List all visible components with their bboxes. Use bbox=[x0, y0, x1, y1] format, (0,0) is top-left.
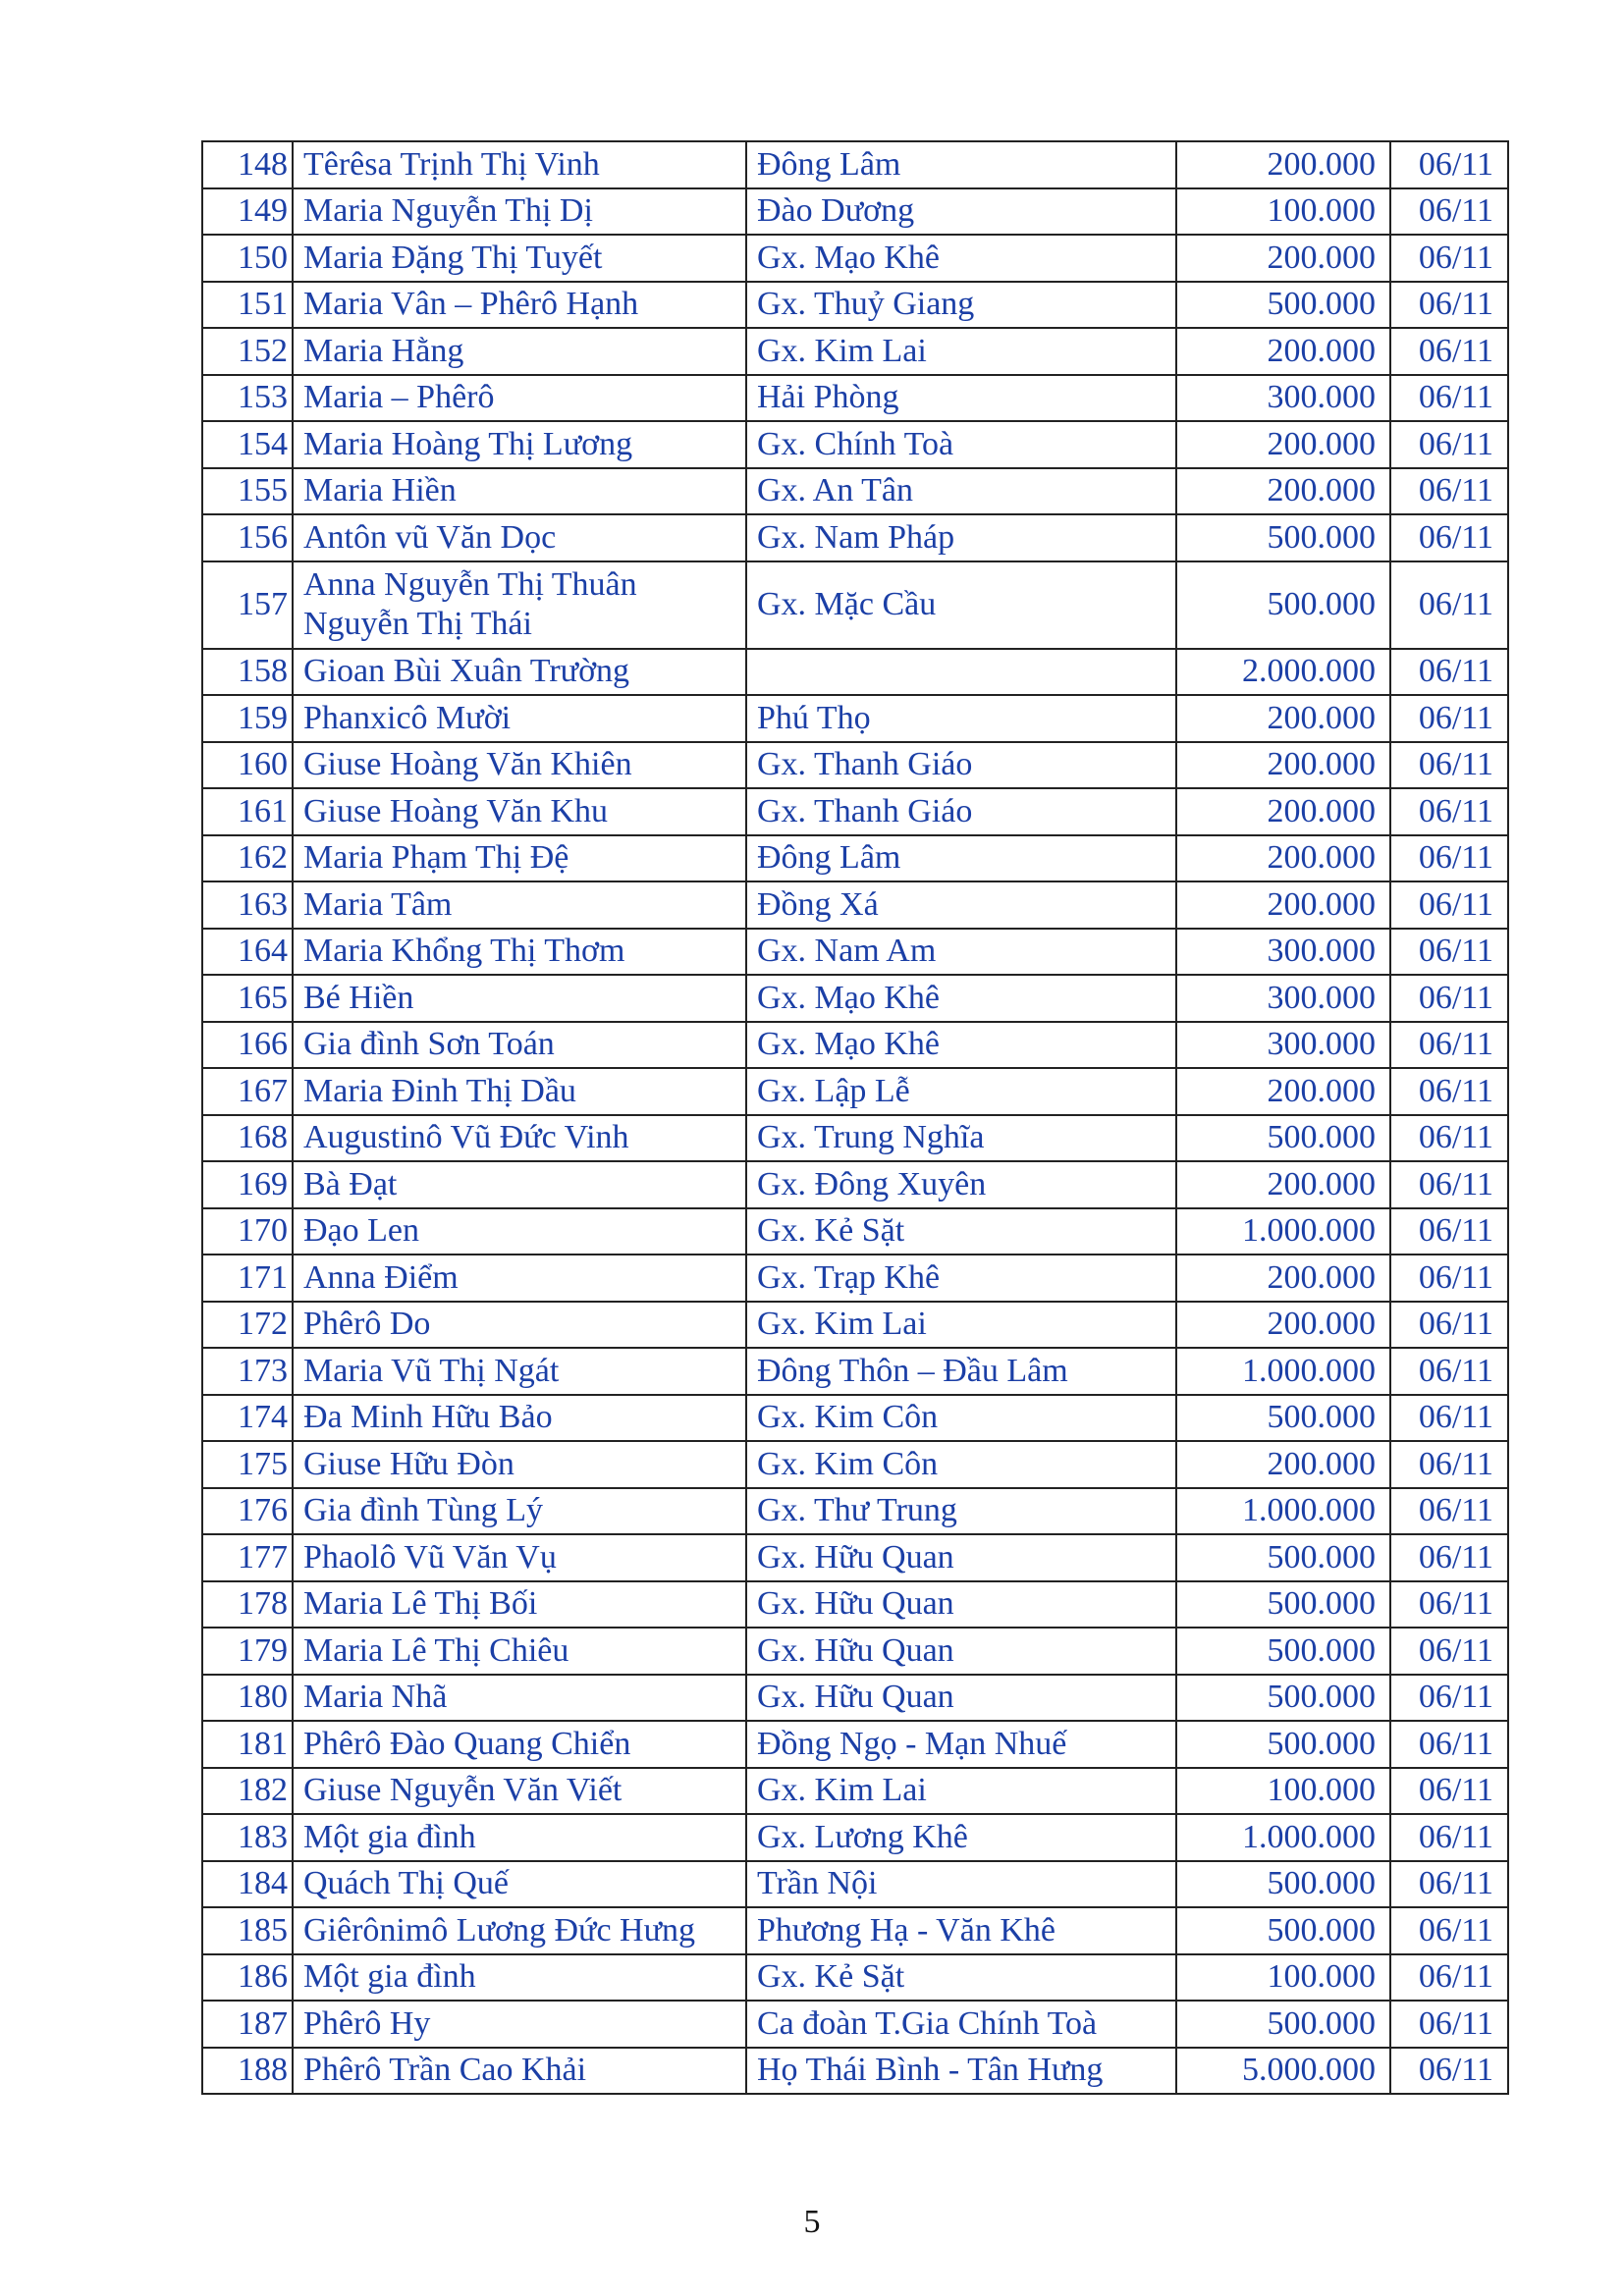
donor-name-line: Phêrô Trần Cao Khải bbox=[303, 2052, 587, 2089]
parish-cell: Gx. Trạp Khê bbox=[746, 1255, 1176, 1302]
date-cell: 06/11 bbox=[1390, 1115, 1508, 1162]
table-row bbox=[202, 695, 1508, 742]
amount-cell: 200.000 bbox=[1176, 235, 1390, 282]
donor-name-line: Phêrô Đào Quang Chiển bbox=[303, 1725, 631, 1762]
row-number-cell: 173 bbox=[202, 1348, 293, 1395]
date-cell: 06/11 bbox=[1390, 561, 1508, 649]
amount-cell: 500.000 bbox=[1176, 1115, 1390, 1162]
row-number-cell: 153 bbox=[202, 375, 293, 422]
donation-table bbox=[201, 140, 1509, 2095]
table-row bbox=[202, 1675, 1508, 1722]
donor-name-cell bbox=[293, 1628, 746, 1675]
parish-cell: Trần Nội bbox=[746, 1861, 1176, 1908]
row-number-cell: 170 bbox=[202, 1208, 293, 1255]
parish-cell: Gx. Kim Lai bbox=[746, 1768, 1176, 1815]
table-row bbox=[202, 1161, 1508, 1208]
donor-name-cell bbox=[293, 328, 746, 375]
table-row bbox=[202, 328, 1508, 375]
row-number-cell: 185 bbox=[202, 1907, 293, 1954]
table-row bbox=[202, 375, 1508, 422]
donor-name-cell bbox=[293, 1534, 746, 1581]
donor-name-line: Maria Đặng Thị Tuyết bbox=[303, 239, 603, 276]
date-cell: 06/11 bbox=[1390, 1348, 1508, 1395]
amount-cell: 1.000.000 bbox=[1176, 1208, 1390, 1255]
donor-name-line: Đa Minh Hữu Bảo bbox=[303, 1399, 553, 1436]
amount-cell: 200.000 bbox=[1176, 835, 1390, 882]
parish-cell: Gx. An Tân bbox=[746, 468, 1176, 515]
donor-name-line: Maria Đinh Thị Dầu bbox=[303, 1072, 576, 1109]
parish-cell: Phương Hạ - Văn Khê bbox=[746, 1907, 1176, 1954]
donation-table-body bbox=[202, 141, 1508, 2094]
donor-name-line: Gia đình Sơn Toán bbox=[303, 1026, 555, 1063]
date-cell: 06/11 bbox=[1390, 788, 1508, 835]
donor-name-cell bbox=[293, 788, 746, 835]
amount-cell: 200.000 bbox=[1176, 1068, 1390, 1115]
amount-cell: 2.000.000 bbox=[1176, 649, 1390, 696]
donor-name-cell bbox=[293, 1954, 746, 2002]
donor-name-cell bbox=[293, 929, 746, 976]
donor-name-cell bbox=[293, 1768, 746, 1815]
table-row bbox=[202, 1208, 1508, 1255]
parish-cell: Gx. Hữu Quan bbox=[746, 1581, 1176, 1629]
donor-name-line: Maria Nguyễn Thị Dị bbox=[303, 192, 593, 230]
date-cell: 06/11 bbox=[1390, 468, 1508, 515]
date-cell: 06/11 bbox=[1390, 514, 1508, 561]
donor-name-line: Maria Phạm Thị Đệ bbox=[303, 839, 569, 877]
row-number-cell: 166 bbox=[202, 1022, 293, 1069]
donor-name-line: Maria Hằng bbox=[303, 332, 464, 369]
donor-name-line: Giuse Hoàng Văn Khiên bbox=[303, 746, 632, 783]
donor-name-cell bbox=[293, 695, 746, 742]
row-number-cell: 182 bbox=[202, 1768, 293, 1815]
donor-name-cell bbox=[293, 141, 746, 188]
amount-cell: 500.000 bbox=[1176, 1675, 1390, 1722]
table-row bbox=[202, 561, 1508, 649]
table-row bbox=[202, 1581, 1508, 1629]
parish-cell: Đông Lâm bbox=[746, 141, 1176, 188]
parish-cell: Gx. Kim Côn bbox=[746, 1395, 1176, 1442]
donor-name-line: Nguyễn Thị Thái bbox=[303, 606, 532, 642]
parish-cell: Gx. Hữu Quan bbox=[746, 1628, 1176, 1675]
amount-cell: 300.000 bbox=[1176, 975, 1390, 1022]
amount-cell: 200.000 bbox=[1176, 742, 1390, 789]
donor-name-cell bbox=[293, 468, 746, 515]
parish-cell: Hải Phòng bbox=[746, 375, 1176, 422]
donor-name-line: Một gia đình bbox=[303, 1818, 476, 1855]
amount-cell: 100.000 bbox=[1176, 188, 1390, 236]
parish-cell: Gx. Nam Pháp bbox=[746, 514, 1176, 561]
amount-cell: 300.000 bbox=[1176, 929, 1390, 976]
amount-cell: 200.000 bbox=[1176, 1302, 1390, 1349]
table-row bbox=[202, 835, 1508, 882]
donor-name-cell bbox=[293, 1395, 746, 1442]
parish-cell: Gx. Mặc Cầu bbox=[746, 561, 1176, 649]
table-row bbox=[202, 1441, 1508, 1488]
donor-name-line: Giuse Hữu Đòn bbox=[303, 1445, 514, 1482]
donor-name-cell bbox=[293, 1161, 746, 1208]
date-cell: 06/11 bbox=[1390, 375, 1508, 422]
date-cell: 06/11 bbox=[1390, 235, 1508, 282]
table-row bbox=[202, 421, 1508, 468]
parish-cell: Gx. Kẻ Sặt bbox=[746, 1954, 1176, 2002]
parish-cell: Phú Thọ bbox=[746, 695, 1176, 742]
date-cell: 06/11 bbox=[1390, 1721, 1508, 1768]
donor-name-cell bbox=[293, 375, 746, 422]
donor-name-cell bbox=[293, 1255, 746, 1302]
parish-cell: Gx. Thư Trung bbox=[746, 1488, 1176, 1535]
row-number-cell: 151 bbox=[202, 282, 293, 329]
amount-cell: 500.000 bbox=[1176, 561, 1390, 649]
date-cell: 06/11 bbox=[1390, 2001, 1508, 2048]
amount-cell: 200.000 bbox=[1176, 1161, 1390, 1208]
parish-cell: Gx. Chính Toà bbox=[746, 421, 1176, 468]
date-cell: 06/11 bbox=[1390, 649, 1508, 696]
donor-name-cell bbox=[293, 1022, 746, 1069]
row-number-cell: 159 bbox=[202, 695, 293, 742]
donor-name-line: Maria Khổng Thị Thơm bbox=[303, 933, 625, 970]
table-row bbox=[202, 282, 1508, 329]
date-cell: 06/11 bbox=[1390, 695, 1508, 742]
date-cell: 06/11 bbox=[1390, 1907, 1508, 1954]
parish-cell: Gx. Thanh Giáo bbox=[746, 788, 1176, 835]
table-row bbox=[202, 1768, 1508, 1815]
row-number-cell: 149 bbox=[202, 188, 293, 236]
parish-cell: Gx. Mạo Khê bbox=[746, 1022, 1176, 1069]
date-cell: 06/11 bbox=[1390, 835, 1508, 882]
date-cell: 06/11 bbox=[1390, 929, 1508, 976]
row-number-cell: 157 bbox=[202, 561, 293, 649]
donor-name-line: Giuse Nguyễn Văn Viết bbox=[303, 1772, 623, 1809]
parish-cell: Gx. Hữu Quan bbox=[746, 1675, 1176, 1722]
amount-cell: 200.000 bbox=[1176, 881, 1390, 929]
row-number-cell: 162 bbox=[202, 835, 293, 882]
row-number-cell: 161 bbox=[202, 788, 293, 835]
date-cell: 06/11 bbox=[1390, 1628, 1508, 1675]
row-number-cell: 184 bbox=[202, 1861, 293, 1908]
date-cell: 06/11 bbox=[1390, 1255, 1508, 1302]
donor-name-cell bbox=[293, 1302, 746, 1349]
parish-cell: Gx. Thuỷ Giang bbox=[746, 282, 1176, 329]
donor-name-cell bbox=[293, 1488, 746, 1535]
amount-cell: 500.000 bbox=[1176, 514, 1390, 561]
row-number-cell: 172 bbox=[202, 1302, 293, 1349]
date-cell: 06/11 bbox=[1390, 1675, 1508, 1722]
amount-cell: 1.000.000 bbox=[1176, 1488, 1390, 1535]
donor-name-cell bbox=[293, 649, 746, 696]
amount-cell: 200.000 bbox=[1176, 1441, 1390, 1488]
donor-name-cell bbox=[293, 2048, 746, 2095]
table-row bbox=[202, 742, 1508, 789]
table-row bbox=[202, 235, 1508, 282]
row-number-cell: 160 bbox=[202, 742, 293, 789]
table-row bbox=[202, 1255, 1508, 1302]
table-row bbox=[202, 649, 1508, 696]
parish-cell: Đông Lâm bbox=[746, 835, 1176, 882]
row-number-cell: 171 bbox=[202, 1255, 293, 1302]
row-number-cell: 158 bbox=[202, 649, 293, 696]
amount-cell: 200.000 bbox=[1176, 421, 1390, 468]
donor-name-line: Antôn vũ Văn Dọc bbox=[303, 518, 557, 556]
date-cell: 06/11 bbox=[1390, 1768, 1508, 1815]
donor-name-line: Phêrô Hy bbox=[303, 2004, 431, 2042]
date-cell: 06/11 bbox=[1390, 1534, 1508, 1581]
table-row bbox=[202, 1814, 1508, 1861]
donor-name-line: Đạo Len bbox=[303, 1212, 420, 1250]
parish-cell: Họ Thái Bình - Tân Hưng bbox=[746, 2048, 1176, 2095]
parish-cell: Gx. Thanh Giáo bbox=[746, 742, 1176, 789]
parish-cell: Đồng Ngọ - Mạn Nhuế bbox=[746, 1721, 1176, 1768]
date-cell: 06/11 bbox=[1390, 1861, 1508, 1908]
donor-name-line: Bé Hiền bbox=[303, 979, 414, 1016]
row-number-cell: 175 bbox=[202, 1441, 293, 1488]
parish-cell: Gx. Trung Nghĩa bbox=[746, 1115, 1176, 1162]
row-number-cell: 154 bbox=[202, 421, 293, 468]
donor-name-cell bbox=[293, 421, 746, 468]
row-number-cell: 174 bbox=[202, 1395, 293, 1442]
amount-cell: 100.000 bbox=[1176, 1768, 1390, 1815]
row-number-cell: 163 bbox=[202, 881, 293, 929]
row-number-cell: 156 bbox=[202, 514, 293, 561]
parish-cell: Gx. Nam Am bbox=[746, 929, 1176, 976]
row-number-cell: 167 bbox=[202, 1068, 293, 1115]
amount-cell: 1.000.000 bbox=[1176, 1814, 1390, 1861]
date-cell: 06/11 bbox=[1390, 1302, 1508, 1349]
donor-name-line: Gia đình Tùng Lý bbox=[303, 1492, 543, 1529]
parish-cell: Gx. Lương Khê bbox=[746, 1814, 1176, 1861]
table-row bbox=[202, 1488, 1508, 1535]
table-row bbox=[202, 1068, 1508, 1115]
row-number-cell: 168 bbox=[202, 1115, 293, 1162]
parish-cell: Gx. Kim Lai bbox=[746, 328, 1176, 375]
donor-name-cell bbox=[293, 1861, 746, 1908]
donor-name-cell bbox=[293, 1675, 746, 1722]
row-number-cell: 150 bbox=[202, 235, 293, 282]
table-row bbox=[202, 1954, 1508, 2002]
donor-name-cell bbox=[293, 835, 746, 882]
donor-name-line: Một gia đình bbox=[303, 1958, 476, 1996]
date-cell: 06/11 bbox=[1390, 1022, 1508, 1069]
donor-name-line: Maria – Phêrô bbox=[303, 379, 495, 416]
amount-cell: 200.000 bbox=[1176, 695, 1390, 742]
amount-cell: 200.000 bbox=[1176, 788, 1390, 835]
parish-cell: Gx. Đông Xuyên bbox=[746, 1161, 1176, 1208]
date-cell: 06/11 bbox=[1390, 188, 1508, 236]
table-row bbox=[202, 2048, 1508, 2095]
date-cell: 06/11 bbox=[1390, 328, 1508, 375]
row-number-cell: 180 bbox=[202, 1675, 293, 1722]
row-number-cell: 186 bbox=[202, 1954, 293, 2002]
donor-name-cell bbox=[293, 1068, 746, 1115]
donor-name-cell bbox=[293, 1115, 746, 1162]
donor-name-line: Anna Nguyễn Thị Thuân bbox=[303, 566, 637, 603]
date-cell: 06/11 bbox=[1390, 881, 1508, 929]
row-number-cell: 169 bbox=[202, 1161, 293, 1208]
parish-cell: Gx. Kim Lai bbox=[746, 1302, 1176, 1349]
parish-cell: Đồng Xá bbox=[746, 881, 1176, 929]
row-number-cell: 177 bbox=[202, 1534, 293, 1581]
donor-name-line: Quách Thị Quế bbox=[303, 1865, 509, 1902]
donor-name-cell bbox=[293, 235, 746, 282]
table-row bbox=[202, 929, 1508, 976]
row-number-cell: 178 bbox=[202, 1581, 293, 1629]
table-row bbox=[202, 1302, 1508, 1349]
table-row bbox=[202, 881, 1508, 929]
date-cell: 06/11 bbox=[1390, 1441, 1508, 1488]
table-row bbox=[202, 1022, 1508, 1069]
amount-cell: 500.000 bbox=[1176, 1861, 1390, 1908]
donor-name-line: Phêrô Do bbox=[303, 1306, 431, 1343]
date-cell: 06/11 bbox=[1390, 1161, 1508, 1208]
table-row bbox=[202, 1115, 1508, 1162]
donor-name-cell bbox=[293, 975, 746, 1022]
table-row bbox=[202, 1861, 1508, 1908]
row-number-cell: 183 bbox=[202, 1814, 293, 1861]
parish-cell: Gx. Hữu Quan bbox=[746, 1534, 1176, 1581]
date-cell: 06/11 bbox=[1390, 141, 1508, 188]
donor-name-line: Giêrônimô Lương Đức Hưng bbox=[303, 1911, 696, 1949]
amount-cell: 5.000.000 bbox=[1176, 2048, 1390, 2095]
row-number-cell: 164 bbox=[202, 929, 293, 976]
donor-name-cell bbox=[293, 881, 746, 929]
parish-cell bbox=[746, 649, 1176, 696]
date-cell: 06/11 bbox=[1390, 975, 1508, 1022]
row-number-cell: 187 bbox=[202, 2001, 293, 2048]
date-cell: 06/11 bbox=[1390, 421, 1508, 468]
row-number-cell: 176 bbox=[202, 1488, 293, 1535]
date-cell: 06/11 bbox=[1390, 282, 1508, 329]
parish-cell: Ca đoàn T.Gia Chính Toà bbox=[746, 2001, 1176, 2048]
table-row bbox=[202, 514, 1508, 561]
donor-name-cell bbox=[293, 1721, 746, 1768]
donor-name-line: Maria Tâm bbox=[303, 885, 453, 923]
donor-name-line: Gioan Bùi Xuân Trường bbox=[303, 653, 630, 690]
date-cell: 06/11 bbox=[1390, 1954, 1508, 2002]
donor-name-line: Maria Vân – Phêrô Hạnh bbox=[303, 286, 639, 323]
table-row bbox=[202, 975, 1508, 1022]
donor-name-line: Maria Hiền bbox=[303, 472, 457, 509]
donor-name-cell bbox=[293, 561, 746, 649]
date-cell: 06/11 bbox=[1390, 1068, 1508, 1115]
donor-name-cell bbox=[293, 514, 746, 561]
amount-cell: 1.000.000 bbox=[1176, 1348, 1390, 1395]
parish-cell: Gx. Kim Côn bbox=[746, 1441, 1176, 1488]
date-cell: 06/11 bbox=[1390, 1581, 1508, 1629]
donor-name-line: Maria Nhã bbox=[303, 1679, 448, 1716]
parish-cell: Gx. Mạo Khê bbox=[746, 235, 1176, 282]
row-number-cell: 155 bbox=[202, 468, 293, 515]
row-number-cell: 152 bbox=[202, 328, 293, 375]
donor-name-line: Maria Vũ Thị Ngát bbox=[303, 1352, 560, 1389]
donor-name-cell bbox=[293, 1814, 746, 1861]
donor-name-line: Maria Lê Thị Chiêu bbox=[303, 1631, 569, 1669]
date-cell: 06/11 bbox=[1390, 1395, 1508, 1442]
table-row bbox=[202, 1395, 1508, 1442]
table-row bbox=[202, 1348, 1508, 1395]
date-cell: 06/11 bbox=[1390, 1814, 1508, 1861]
date-cell: 06/11 bbox=[1390, 742, 1508, 789]
page-number: 5 bbox=[803, 2204, 821, 2240]
amount-cell: 500.000 bbox=[1176, 282, 1390, 329]
row-number-cell: 165 bbox=[202, 975, 293, 1022]
amount-cell: 200.000 bbox=[1176, 1255, 1390, 1302]
parish-cell: Gx. Kẻ Sặt bbox=[746, 1208, 1176, 1255]
amount-cell: 500.000 bbox=[1176, 1628, 1390, 1675]
table-row bbox=[202, 1534, 1508, 1581]
row-number-cell: 148 bbox=[202, 141, 293, 188]
donor-name-line: Bà Đạt bbox=[303, 1165, 398, 1202]
table-row bbox=[202, 468, 1508, 515]
donor-name-cell bbox=[293, 1441, 746, 1488]
amount-cell: 200.000 bbox=[1176, 141, 1390, 188]
amount-cell: 200.000 bbox=[1176, 468, 1390, 515]
donor-name-cell bbox=[293, 2001, 746, 2048]
row-number-cell: 179 bbox=[202, 1628, 293, 1675]
donor-name-line: Têrêsa Trịnh Thị Vinh bbox=[303, 145, 600, 183]
donor-name-line: Augustinô Vũ Đức Vinh bbox=[303, 1119, 629, 1156]
amount-cell: 500.000 bbox=[1176, 1721, 1390, 1768]
amount-cell: 500.000 bbox=[1176, 1907, 1390, 1954]
amount-cell: 200.000 bbox=[1176, 328, 1390, 375]
table-row bbox=[202, 188, 1508, 236]
date-cell: 06/11 bbox=[1390, 1208, 1508, 1255]
donor-name-cell bbox=[293, 188, 746, 236]
amount-cell: 300.000 bbox=[1176, 375, 1390, 422]
amount-cell: 100.000 bbox=[1176, 1954, 1390, 2002]
amount-cell: 500.000 bbox=[1176, 1534, 1390, 1581]
amount-cell: 300.000 bbox=[1176, 1022, 1390, 1069]
donor-name-cell bbox=[293, 1348, 746, 1395]
parish-cell: Gx. Lập Lễ bbox=[746, 1068, 1176, 1115]
donor-name-cell bbox=[293, 282, 746, 329]
donor-name-line: Phanxicô Mười bbox=[303, 699, 512, 736]
amount-cell: 500.000 bbox=[1176, 1581, 1390, 1629]
table-row bbox=[202, 788, 1508, 835]
table-row bbox=[202, 141, 1508, 188]
donor-name-line: Giuse Hoàng Văn Khu bbox=[303, 792, 609, 829]
amount-cell: 500.000 bbox=[1176, 1395, 1390, 1442]
donor-name-cell bbox=[293, 742, 746, 789]
parish-cell: Đào Dương bbox=[746, 188, 1176, 236]
row-number-cell: 181 bbox=[202, 1721, 293, 1768]
row-number-cell: 188 bbox=[202, 2048, 293, 2095]
date-cell: 06/11 bbox=[1390, 1488, 1508, 1535]
donor-name-cell bbox=[293, 1581, 746, 1629]
table-row bbox=[202, 1721, 1508, 1768]
table-row bbox=[202, 1628, 1508, 1675]
parish-cell: Đông Thôn – Đầu Lâm bbox=[746, 1348, 1176, 1395]
date-cell: 06/11 bbox=[1390, 2048, 1508, 2095]
donor-name-cell bbox=[293, 1208, 746, 1255]
amount-cell: 500.000 bbox=[1176, 2001, 1390, 2048]
donor-name-cell bbox=[293, 1907, 746, 1954]
table-row bbox=[202, 1907, 1508, 1954]
table-row bbox=[202, 2001, 1508, 2048]
donor-name-line: Anna Điểm bbox=[303, 1258, 459, 1296]
donor-name-line: Maria Hoàng Thị Lương bbox=[303, 425, 633, 462]
parish-cell: Gx. Mạo Khê bbox=[746, 975, 1176, 1022]
donor-name-line: Phaolô Vũ Văn Vụ bbox=[303, 1538, 557, 1575]
donor-name-line: Maria Lê Thị Bối bbox=[303, 1585, 538, 1623]
